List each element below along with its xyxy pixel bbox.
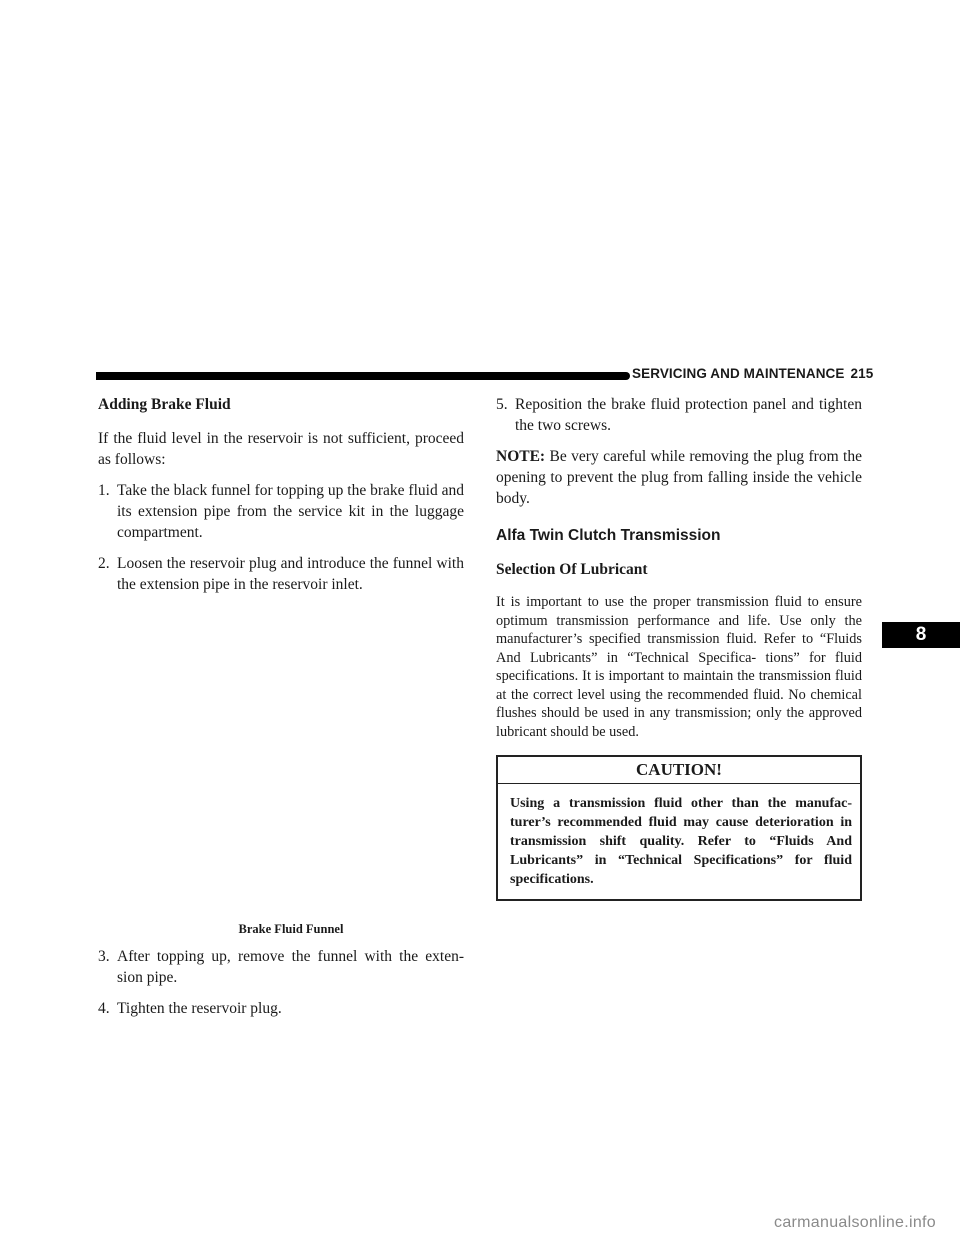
caution-title: CAUTION! bbox=[498, 757, 860, 784]
list-text: Tighten the reservoir plug. bbox=[117, 1000, 282, 1017]
section-heading: Alfa Twin Clutch Transmission bbox=[496, 527, 721, 544]
page-number: 215 bbox=[850, 366, 874, 381]
caution-text: Using a transmission fluid other than the manufac- turer’s recommended fluid may cause deterioration in transmission shift quality. Refer to “Fluids And Lubricants” in “Technical Specifications” for fluid specifications. bbox=[510, 796, 852, 887]
left-column bbox=[98, 394, 464, 1029]
intro-paragraph: If the fluid level in the reservoir is not sufficient, proceed as follows: bbox=[98, 430, 464, 468]
list-item-5 bbox=[496, 394, 862, 436]
note-text: Be very careful while removing the plug from the opening to prevent the plug from falling inside the vehicle body. bbox=[496, 448, 862, 507]
caution-box bbox=[496, 755, 862, 901]
list-number: 3. bbox=[98, 948, 110, 965]
list-number: 5. bbox=[496, 396, 508, 413]
chapter-tab: 8 bbox=[882, 622, 960, 648]
list-item-1 bbox=[98, 480, 464, 543]
body-paragraph: It is important to use the proper transmission fluid to ensure optimum transmission performance and life. Use only the manufacturer’s specified transmission fluid. Refer to “Fluids And Lubricants” in “Technical Specifica- tions” for fluid specifications. It is important to maintain the transmission fluid at the correct level using the recommended fluid. No chemical flushes should be used in any transmission; only the approved lubricant should be used. bbox=[496, 594, 862, 740]
figure-caption: Brake Fluid Funnel bbox=[238, 922, 344, 936]
note-label: NOTE: bbox=[496, 448, 546, 465]
running-header bbox=[632, 366, 873, 381]
list-number: 1. bbox=[98, 482, 110, 499]
list-number: 4. bbox=[98, 1000, 110, 1017]
list-number: 2. bbox=[98, 555, 110, 572]
list-item-4 bbox=[98, 998, 464, 1019]
subheading-selection-of-lubricant: Selection Of Lubricant bbox=[496, 561, 648, 578]
right-column bbox=[496, 394, 862, 901]
note-paragraph bbox=[496, 446, 862, 509]
figure-area bbox=[98, 605, 464, 919]
list-item-3 bbox=[98, 946, 464, 988]
list-text: Loosen the reservoir plug and introduce the funnel with the extension pipe in the reservoir inlet. bbox=[117, 555, 464, 593]
heading-adding-brake-fluid: Adding Brake Fluid bbox=[98, 396, 231, 413]
list-text: Reposition the brake fluid protection panel and tighten the two screws. bbox=[515, 396, 862, 434]
watermark: carmanualsonline.info bbox=[774, 1214, 936, 1231]
list-text: After topping up, remove the funnel with the exten- sion pipe. bbox=[117, 948, 464, 986]
list-item-2 bbox=[98, 553, 464, 595]
header-rule bbox=[96, 372, 624, 380]
section-title: SERVICING AND MAINTENANCE bbox=[632, 366, 845, 381]
list-text: Take the black funnel for topping up the brake fluid and its extension pipe from the service kit in the luggage compartment. bbox=[117, 482, 464, 541]
